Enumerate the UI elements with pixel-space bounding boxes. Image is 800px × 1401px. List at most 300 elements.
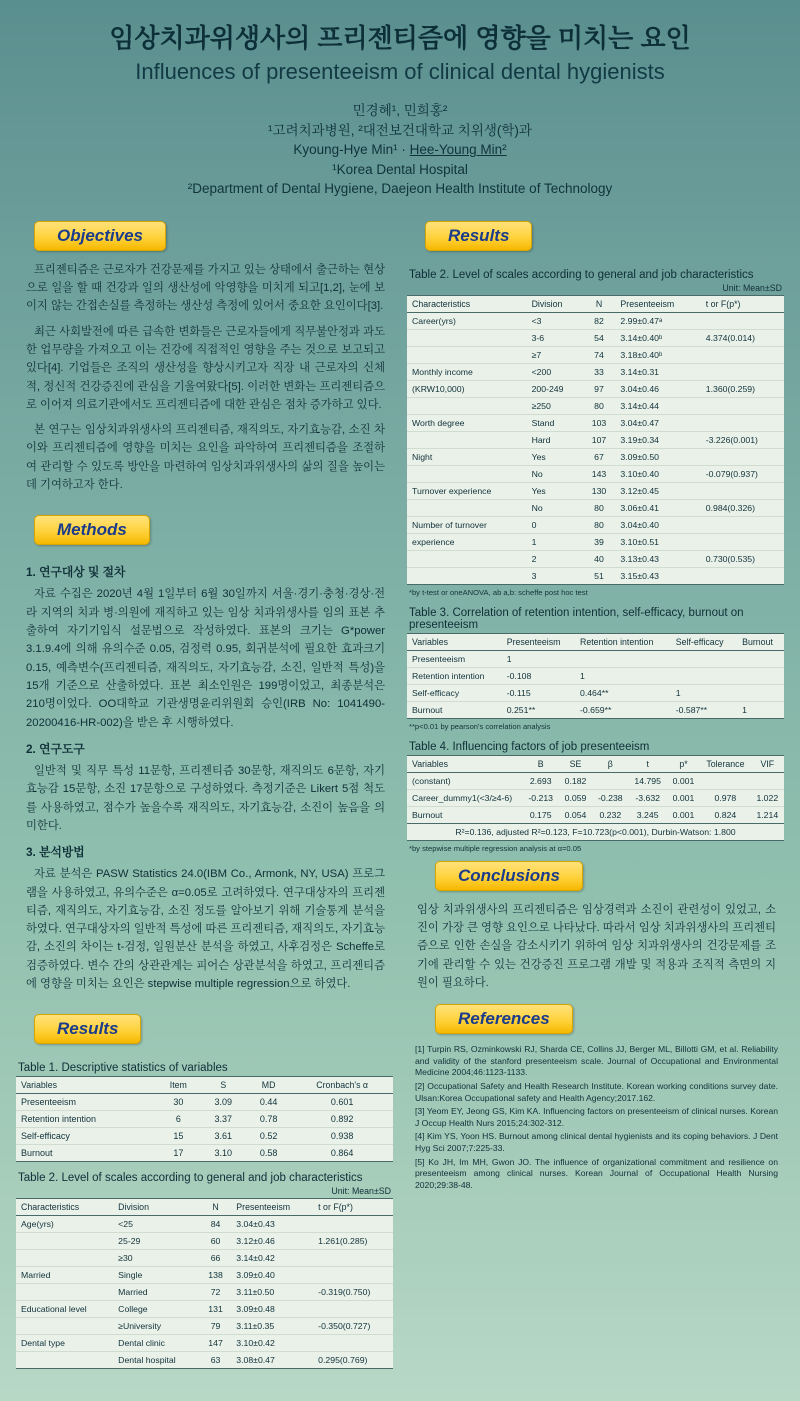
table2r-col-0: Characteristics [407, 295, 527, 312]
cell: Presenteeism [16, 1094, 156, 1111]
cell [701, 533, 784, 550]
table4-summary-row [407, 823, 784, 840]
table4-col-5: p* [667, 755, 700, 772]
cell: No [527, 465, 583, 482]
cell: 147 [200, 1335, 231, 1352]
table2-left-unit: Unit: Mean±SD [331, 1186, 391, 1197]
cell [16, 1352, 113, 1369]
cell: -3.632 [628, 789, 666, 806]
cell: (KRW10,000) [407, 380, 527, 397]
table2r-col-1: Division [527, 295, 583, 312]
cell: 3.37 [201, 1111, 246, 1128]
cell [701, 567, 784, 584]
cell: 3.18±0.40ᵇ [615, 346, 700, 363]
cell: 6 [156, 1111, 201, 1128]
cell: 63 [200, 1352, 231, 1369]
cell: Self-efficacy [16, 1128, 156, 1145]
cell: 103 [583, 414, 616, 431]
table4-note: *by stepwise multiple regression analysis at α=0.05 [409, 843, 582, 853]
table2l-col-4: t or F(p*) [313, 1199, 393, 1216]
table4-col-2: SE [559, 755, 592, 772]
cell: 0.824 [700, 806, 751, 823]
table-row [16, 1216, 393, 1233]
cell: Dental type [16, 1335, 113, 1352]
table3-col-0: Variables [407, 633, 502, 650]
cell [701, 346, 784, 363]
cell: 66 [200, 1250, 231, 1267]
table4-col-3: β [592, 755, 628, 772]
cell: 138 [200, 1267, 231, 1284]
table-row [16, 1267, 393, 1284]
cell: <3 [527, 312, 583, 329]
cell [313, 1335, 393, 1352]
cell: (constant) [407, 772, 523, 789]
cell: 67 [583, 448, 616, 465]
cell: Burnout [16, 1145, 156, 1162]
cell: 3.10±0.51 [615, 533, 700, 550]
cell: 1 [671, 684, 737, 701]
cell: 40 [583, 550, 616, 567]
cell: 33 [583, 363, 616, 380]
table-row [16, 1318, 393, 1335]
cell: 131 [200, 1301, 231, 1318]
affiliation-english-1: ¹Korea Dental Hospital [332, 161, 468, 177]
cell [407, 431, 527, 448]
cell [751, 772, 784, 789]
cell: 72 [200, 1284, 231, 1301]
cell: 14.795 [628, 772, 666, 789]
methods-body [16, 553, 393, 1006]
cell: 200-249 [527, 380, 583, 397]
table4-col-0: Variables [407, 755, 523, 772]
references-body [407, 1042, 784, 1199]
table-header-row [407, 755, 784, 772]
table-row [407, 789, 784, 806]
cell: 80 [583, 397, 616, 414]
cell: Retention intention [16, 1111, 156, 1128]
table-row [407, 499, 784, 516]
cell: 0.001 [667, 789, 700, 806]
cell: 0.78 [246, 1111, 291, 1128]
cell: 0.059 [559, 789, 592, 806]
cell [16, 1233, 113, 1250]
cell: <25 [113, 1216, 200, 1233]
cell: Burnout [407, 701, 502, 718]
cell: 3.12±0.46 [231, 1233, 313, 1250]
table-row [407, 312, 784, 329]
reference-item: [4] Kim YS, Yoon HS. Burnout among clinical dental hygienists and its coping behaviors. J Dent Hyg Sci 2007;7:225-33. [415, 1131, 778, 1154]
cell: ≥7 [527, 346, 583, 363]
table-row [407, 667, 784, 684]
cell: 0 [527, 516, 583, 533]
cell: 51 [583, 567, 616, 584]
cell: Hard [527, 431, 583, 448]
cell [407, 329, 527, 346]
table2l-col-0: Characteristics [16, 1199, 113, 1216]
table-row [407, 806, 784, 823]
table-row [16, 1284, 393, 1301]
table3-col-1: Presenteeism [502, 633, 575, 650]
cell: Number of turnover [407, 516, 527, 533]
cell: 3.04±0.40 [615, 516, 700, 533]
cell: 2.99±0.47ᵃ [615, 312, 700, 329]
cell: ≥University [113, 1318, 200, 1335]
methods-paragraph-3: 자료 분석은 PASW Statistics 24.0(IBM Co., Armonk, NY, USA) 프로그램을 사용하였고, 유의수준은 α=0.05로 고려하였다. 연구대상자의 프리젠티즘, 재직의도, 자기효능감, 소진 정도를 알아보기 위해 기술통계 분석을 하였다. 연구대상자의 일반적 특성에 따른 프리젠티즘, 재직의도, 자기효능감, 소진의 차이는 t-검정, 일원분산 분석을 하였고, 사후검정은 Scheffe로 검증하였다. 변수 간의 상관관계는 피어슨 상관분석을 하였고, 프리젠티즘에 영향을 미치는 요인은 stepwise multiple regression으로 하였다. [26, 868, 385, 991]
cell: 3.09±0.50 [615, 448, 700, 465]
cell: 130 [583, 482, 616, 499]
cell: 3.15±0.43 [615, 567, 700, 584]
table3-col-3: Self-efficacy [671, 633, 737, 650]
cell: -0.115 [502, 684, 575, 701]
cell: 1 [502, 650, 575, 667]
author-first: Kyoung-Hye Min¹ · [293, 142, 410, 158]
table-descriptive-statistics [16, 1076, 393, 1162]
table4-col-6: Tolerance [700, 755, 751, 772]
cell [407, 346, 527, 363]
cell: 0.864 [291, 1145, 393, 1162]
table-row [407, 363, 784, 380]
cell: 3.04±0.47 [615, 414, 700, 431]
cell [701, 363, 784, 380]
cell [671, 667, 737, 684]
table1-col-4: Cronbach's α [291, 1077, 393, 1094]
objectives-body [16, 259, 393, 508]
objectives-paragraph-1: 프리젠티즘은 근로자가 건강문제를 가지고 있는 상태에서 출근하는 현상으로 일을 할 때 건강과 일의 생산성에 악영향을 미치게 되고[1,2], 눈에 보이지 않는 간접손실를 측정하는 생산성 측정에 있어서 중요한 요인이다[3]. [26, 263, 385, 313]
cell [407, 567, 527, 584]
cell: 0.984(0.326) [701, 499, 784, 516]
cell: -0.319(0.750) [313, 1284, 393, 1301]
table-row [16, 1094, 393, 1111]
cell: 0.232 [592, 806, 628, 823]
section-heading-objectives: Objectives [34, 221, 166, 251]
cell [313, 1216, 393, 1233]
cell [701, 397, 784, 414]
cell [737, 667, 784, 684]
cell: 3.14±0.42 [231, 1250, 313, 1267]
table1-col-2: S [201, 1077, 246, 1094]
cell: 0.52 [246, 1128, 291, 1145]
table-row [407, 329, 784, 346]
cell: -0.213 [523, 789, 559, 806]
cell: 80 [583, 499, 616, 516]
cell [737, 684, 784, 701]
cell: 1 [575, 667, 671, 684]
poster-header [0, 0, 800, 205]
table-row [407, 772, 784, 789]
cell: College [113, 1301, 200, 1318]
cell: Career(yrs) [407, 312, 527, 329]
cell: 0.001 [667, 772, 700, 789]
reference-item: [5] Ko JH, Im MH, Gwon JO. The influence of organizational commitment and resilience on presenteeism among clinical nurses. Korean Journal of Occupational Health Nursing 2020;29:38-48. [415, 1156, 778, 1190]
section-heading-conclusions: Conclusions [435, 861, 583, 891]
table4-col-7: VIF [751, 755, 784, 772]
table2l-col-3: Presenteeism [231, 1199, 313, 1216]
cell [575, 650, 671, 667]
table-row [407, 650, 784, 667]
table3-caption: Table 3. Correlation of retention intention, self-efficacy, burnout on presenteeism [409, 606, 744, 631]
table-row [407, 516, 784, 533]
cell: 3.11±0.50 [231, 1284, 313, 1301]
cell: 0.938 [291, 1128, 393, 1145]
cell [16, 1318, 113, 1335]
table-levels-general-characteristics-right [407, 295, 784, 585]
cell: 0.182 [559, 772, 592, 789]
cell: Burnout [407, 806, 523, 823]
cell: 107 [583, 431, 616, 448]
cell: 2 [527, 550, 583, 567]
cell [737, 650, 784, 667]
cell: 3.245 [628, 806, 666, 823]
table-header-row [16, 1199, 393, 1216]
cell: 1 [737, 701, 784, 718]
cell: -0.238 [592, 789, 628, 806]
table-row [16, 1250, 393, 1267]
table-row [407, 482, 784, 499]
affiliation-korean: ¹고려치과병원, ²대전보건대학교 치위생(학)과 [268, 122, 532, 138]
cell: 0.44 [246, 1094, 291, 1111]
cell [407, 499, 527, 516]
cell: 0.054 [559, 806, 592, 823]
objectives-paragraph-3: 본 연구는 임상치과위생사의 프리젠티즘, 재직의도, 자기효능감, 소진 차이와 프리젠티즘에 영향을 미치는 요인을 파악하여 프리젠티즘을 조절하여 관리할 수 있도록 방안을 마련하여 임상치과위생사의 삶의 질을 높이는데 기여하고자 한다. [26, 424, 385, 492]
cell: 79 [200, 1318, 231, 1335]
cell [701, 312, 784, 329]
cell: Night [407, 448, 527, 465]
section-heading-results-left: Results [34, 1014, 141, 1044]
cell: Stand [527, 414, 583, 431]
cell: 60 [200, 1233, 231, 1250]
cell: 1 [527, 533, 583, 550]
cell: 2.693 [523, 772, 559, 789]
cell [671, 650, 737, 667]
section-heading-references: References [435, 1004, 573, 1034]
table-row [16, 1128, 393, 1145]
left-column [16, 213, 393, 1370]
cell: 30 [156, 1094, 201, 1111]
table4-col-4: t [628, 755, 666, 772]
cell: -0.350(0.727) [313, 1318, 393, 1335]
cell: 82 [583, 312, 616, 329]
methods-subheading-1: 1. 연구대상 및 절차 [26, 565, 126, 580]
cell: experience [407, 533, 527, 550]
cell: 3.14±0.44 [615, 397, 700, 414]
cell: 1.360(0.259) [701, 380, 784, 397]
table4-caption: Table 4. Influencing factors of job presenteeism [409, 740, 650, 753]
table2-left-caption: Table 2. Level of scales according to general and job characteristics [18, 1172, 363, 1185]
cell: 3.09±0.40 [231, 1267, 313, 1284]
poster-columns [0, 205, 800, 1370]
cell: 1.214 [751, 806, 784, 823]
table-header-row [407, 633, 784, 650]
table-row [407, 397, 784, 414]
cell: 3.10±0.40 [615, 465, 700, 482]
table-row [407, 550, 784, 567]
table3-note: **p<0.01 by pearson's correlation analysis [409, 721, 551, 731]
cell: 143 [583, 465, 616, 482]
page-title-korean: 임상치과위생사의 프리젠티즘에 영향을 미치는 요인 [109, 23, 691, 53]
cell: 3 [527, 567, 583, 584]
methods-subheading-3: 3. 분석방법 [26, 845, 85, 860]
cell: 3.09 [201, 1094, 246, 1111]
cell: 3.10 [201, 1145, 246, 1162]
cell [701, 414, 784, 431]
cell: 3-6 [527, 329, 583, 346]
table2r-col-3: Presenteeism [615, 295, 700, 312]
cell [592, 772, 628, 789]
table2r-col-2: N [583, 295, 616, 312]
section-heading-methods: Methods [34, 515, 150, 545]
objectives-paragraph-2: 최근 사회발전에 따른 급속한 변화들은 근로자들에게 직무불안정과 과도한 업무량을 가져오고 이는 건강에 직접적인 영향을 주는 것으로 보고되고 있다[4]. 기업들은 조직의 생산성을 향상시키고자 직장 내 근로자의 신체적, 정신적 건강증진에 관심을 기울여왔다[5]. 이러한 변화는 프리젠티즘으로 이어져 의료기관에서도 프리젠티즘에 대한 관심은 점차 증가하고 있다. [26, 325, 385, 411]
cell: 4.374(0.014) [701, 329, 784, 346]
cell [407, 465, 527, 482]
cell: ≥250 [527, 397, 583, 414]
table3-col-2: Retention intention [575, 633, 671, 650]
cell: 15 [156, 1128, 201, 1145]
cell: Yes [527, 482, 583, 499]
cell: 3.12±0.45 [615, 482, 700, 499]
table-header-row [16, 1077, 393, 1094]
table-row [407, 701, 784, 718]
cell: 3.14±0.31 [615, 363, 700, 380]
authors-korean: 민경혜¹, 민희홍² [352, 103, 448, 118]
cell [701, 482, 784, 499]
table2-right-unit: Unit: Mean±SD [722, 282, 782, 293]
cell: 0.978 [700, 789, 751, 806]
cell: -0.108 [502, 667, 575, 684]
cell: 3.61 [201, 1128, 246, 1145]
cell: 0.730(0.535) [701, 550, 784, 567]
cell: 0.892 [291, 1111, 393, 1128]
cell [701, 448, 784, 465]
authors-english [30, 140, 770, 160]
table-row [407, 431, 784, 448]
cell: 54 [583, 329, 616, 346]
cell: Married [113, 1284, 200, 1301]
cell: Turnover experience [407, 482, 527, 499]
cell: 80 [583, 516, 616, 533]
table-row [407, 380, 784, 397]
table-row [407, 414, 784, 431]
cell: -0.079(0.937) [701, 465, 784, 482]
cell [407, 397, 527, 414]
cell: 74 [583, 346, 616, 363]
methods-paragraph-1: 자료 수집은 2020년 4월 1일부터 6월 30일까지 서울·경기·충청·경상·전라 지역의 치과 병·의원에 재직하고 있는 임상 치과위생사를 임의 표본 추출하여 자기기입식 설문법으로 작성하였다. 표본의 크기는 G*power 3.1.9.4에 의해 유의수준 0.05, 검정력 0.95, 회귀분석에 필요한 효과크기 0.15, 예측변수(프리젠티즘, 재직의도, 자기효능감, 소진, 일반적 특성)을 15개 기준으로 산출하였다. 표본 최소인원은 199명이었고, 최종분석은 210명이었다. OO대학교 기관생명윤리위원회 승인(IRB No: 1041490-20200416-HR-002)을 받은 후 시행하였다. [26, 588, 385, 729]
methods-paragraph-2: 일반적 및 직무 특성 11문항, 프리젠티즘 30문항, 재직의도 6문항, 자기효능감 15문항, 소진 17문항으로 구성하였다. 측정기준은 Likert 5점 척도를 사용하였고, 점수가 높을수록 재직의도, 자기효능감, 소진이 높음을 의미한다. [26, 764, 385, 832]
table-regression [407, 755, 784, 841]
reference-item: [3] Yeom EY, Jeong GS, Kim KA. Influencing factors on presenteeism of clinical nurses. Korean J Occup Health Nurs 2015;24:302-312. [415, 1106, 778, 1128]
cell [313, 1301, 393, 1318]
cell: No [527, 499, 583, 516]
table3-col-4: Burnout [737, 633, 784, 650]
cell [407, 550, 527, 567]
cell: 0.295(0.769) [313, 1352, 393, 1369]
table-row [407, 346, 784, 363]
affiliation-english-2: ²Department of Dental Hygiene, Daejeon Health Institute of Technology [187, 181, 613, 197]
right-column [407, 213, 784, 1370]
table-row [407, 465, 784, 482]
table2l-col-2: N [200, 1199, 231, 1216]
table-levels-general-characteristics-left [16, 1198, 393, 1369]
cell [313, 1250, 393, 1267]
cell [313, 1267, 393, 1284]
cell: Monthly income [407, 363, 527, 380]
cell: 0.464** [575, 684, 671, 701]
cell: -3.226(0.001) [701, 431, 784, 448]
table-correlation [407, 633, 784, 719]
section-heading-results-right: Results [425, 221, 532, 251]
cell: 3.04±0.43 [231, 1216, 313, 1233]
table-header-row [407, 295, 784, 312]
cell: 1.022 [751, 789, 784, 806]
table1-col-3: MD [246, 1077, 291, 1094]
cell: 84 [200, 1216, 231, 1233]
conclusions-body: 임상 치과위생사의 프리젠티즘은 임상경력과 소진이 관련성이 있었고, 소진이 가장 큰 영향 요인으로 나타났다. 따라서 임상 치과위생사의 프리젠티즘으로 인한 손실을 감소시키기 위하여 임상 치과위생사의 건강문제를 조기에 관리할 수 있는 건강증진 프로그램 개발 및 적용과 조직적 측면의 지원이 필요하다. [417, 903, 776, 989]
cell: Educational level [16, 1301, 113, 1318]
cell: Yes [527, 448, 583, 465]
cell [700, 772, 751, 789]
cell: Presenteeism [407, 650, 502, 667]
table2l-col-1: Division [113, 1199, 200, 1216]
cell: -0.587** [671, 701, 737, 718]
cell [701, 516, 784, 533]
cell: 3.08±0.47 [231, 1352, 313, 1369]
cell: -0.659** [575, 701, 671, 718]
table-row [16, 1145, 393, 1162]
table1-caption: Table 1. Descriptive statistics of variables [18, 1062, 228, 1075]
table-row [407, 533, 784, 550]
table1-col-1: Item [156, 1077, 201, 1094]
cell: Dental clinic [113, 1335, 200, 1352]
author-block [30, 101, 770, 199]
cell: 1.261(0.285) [313, 1233, 393, 1250]
reference-item: [2] Occupational Safety and Health Research Institute. Korean working conditions survey date. Ulsan:Korea Occupational safety and Health Agency;2017.162. [415, 1081, 778, 1103]
cell [16, 1284, 113, 1301]
cell: 0.175 [523, 806, 559, 823]
cell: 3.06±0.41 [615, 499, 700, 516]
table-row [407, 448, 784, 465]
table2r-col-4: t or F(p*) [701, 295, 784, 312]
cell: 17 [156, 1145, 201, 1162]
table-row [16, 1335, 393, 1352]
cell: 0.001 [667, 806, 700, 823]
table-row [16, 1301, 393, 1318]
cell: 3.11±0.35 [231, 1318, 313, 1335]
cell: ≥30 [113, 1250, 200, 1267]
cell: 39 [583, 533, 616, 550]
table1-col-0: Variables [16, 1077, 156, 1094]
cell: 0.58 [246, 1145, 291, 1162]
cell: 97 [583, 380, 616, 397]
cell: 3.04±0.46 [615, 380, 700, 397]
table-row [16, 1352, 393, 1369]
table-row [16, 1111, 393, 1128]
table-row [16, 1233, 393, 1250]
cell: <200 [527, 363, 583, 380]
table4-col-1: B [523, 755, 559, 772]
cell: Career_dummy1(<3/≥4-6) [407, 789, 523, 806]
cell: Age(yrs) [16, 1216, 113, 1233]
page-title-english: Influences of presenteeism of clinical dental hygienists [135, 59, 665, 84]
cell: Retention intention [407, 667, 502, 684]
cell: 3.19±0.34 [615, 431, 700, 448]
cell: 3.13±0.43 [615, 550, 700, 567]
cell: 3.14±0.40ᵇ [615, 329, 700, 346]
cell: Single [113, 1267, 200, 1284]
table-row [407, 567, 784, 584]
cell: 3.09±0.48 [231, 1301, 313, 1318]
reference-item: [1] Turpin RS, Ozminkowski RJ, Sharda CE, Collins JJ, Berger ML, Billotti GM, et al. Reliability and validity of the stanford presenteeism scale. Journal of Occupational and Environmental Medicine 2004;46:1123-1133. [415, 1044, 778, 1078]
cell: Worth degree [407, 414, 527, 431]
table4-summary: R²=0.136, adjusted R²=0.123, F=10.723(p<0.001), Durbin-Watson: 1.800 [407, 823, 784, 840]
